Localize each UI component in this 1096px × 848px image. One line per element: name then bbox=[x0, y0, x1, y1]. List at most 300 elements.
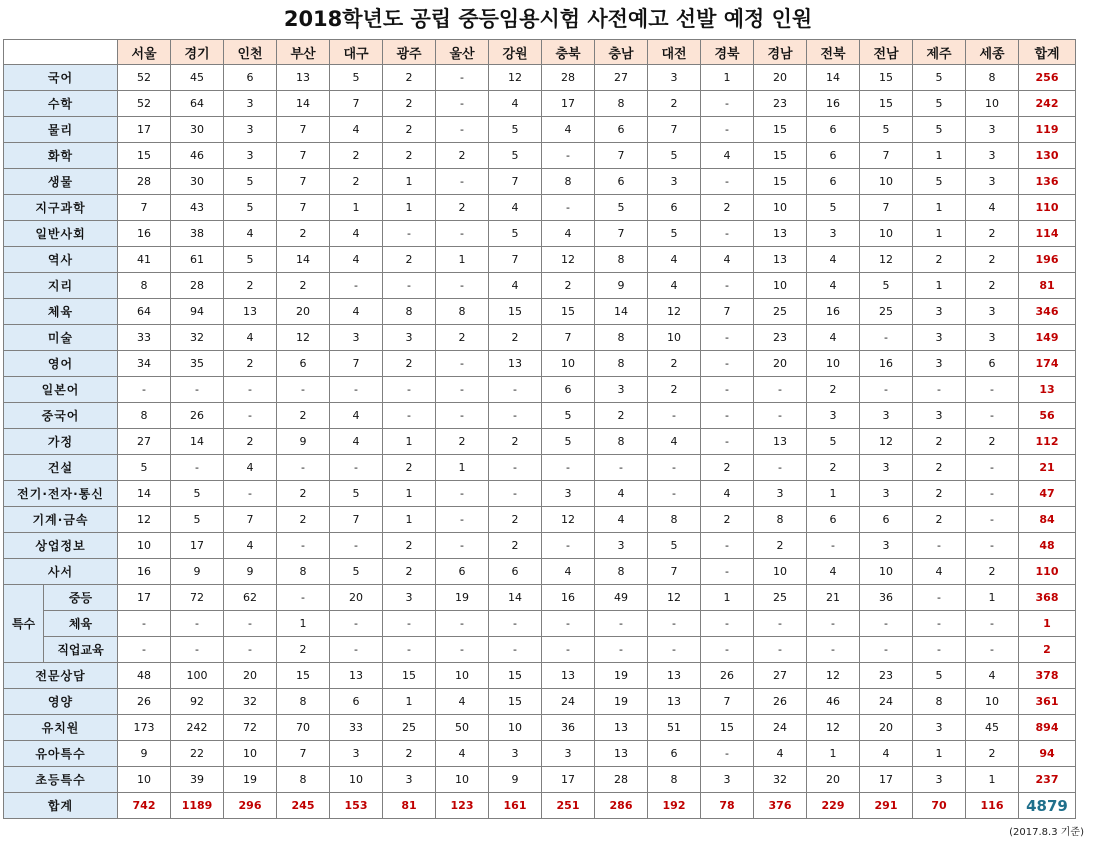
value-cell: 14 bbox=[489, 585, 542, 611]
value-cell: 28 bbox=[595, 767, 648, 793]
value-cell: 52 bbox=[118, 65, 171, 91]
value-cell: 26 bbox=[171, 403, 224, 429]
value-cell: 10 bbox=[436, 767, 489, 793]
value-cell: 48 bbox=[118, 663, 171, 689]
value-cell: - bbox=[701, 117, 754, 143]
value-cell: - bbox=[277, 377, 330, 403]
value-cell: 2 bbox=[966, 741, 1019, 767]
value-cell: 2 bbox=[966, 273, 1019, 299]
table-row bbox=[4, 221, 1076, 247]
value-cell: 13 bbox=[224, 299, 277, 325]
value-cell: - bbox=[807, 611, 860, 637]
value-cell: - bbox=[860, 377, 913, 403]
row-label: 직업교육 bbox=[44, 637, 118, 663]
value-cell: - bbox=[860, 637, 913, 663]
value-cell: 4 bbox=[966, 663, 1019, 689]
value-cell: 5 bbox=[807, 429, 860, 455]
value-cell: 2 bbox=[966, 559, 1019, 585]
value-cell: 3 bbox=[966, 117, 1019, 143]
value-cell: 20 bbox=[754, 65, 807, 91]
value-cell: - bbox=[224, 377, 277, 403]
value-cell: 24 bbox=[542, 689, 595, 715]
value-cell: 8 bbox=[595, 351, 648, 377]
value-cell: 4 bbox=[489, 273, 542, 299]
value-cell: 3 bbox=[913, 403, 966, 429]
value-cell: - bbox=[966, 377, 1019, 403]
value-cell: - bbox=[436, 481, 489, 507]
row-total-cell: 21 bbox=[1019, 455, 1076, 481]
footnote: (2017.8.3 기준) bbox=[1009, 827, 1084, 838]
row-label: 체육 bbox=[4, 299, 118, 325]
value-cell: 2 bbox=[224, 429, 277, 455]
row-label: 건설 bbox=[4, 455, 118, 481]
value-cell: 12 bbox=[648, 299, 701, 325]
value-cell: 13 bbox=[595, 741, 648, 767]
value-cell: - bbox=[383, 403, 436, 429]
value-cell: 7 bbox=[701, 299, 754, 325]
value-cell: 5 bbox=[542, 429, 595, 455]
value-cell: 26 bbox=[118, 689, 171, 715]
value-cell: 6 bbox=[542, 377, 595, 403]
row-label: 가정 bbox=[4, 429, 118, 455]
value-cell: - bbox=[701, 533, 754, 559]
value-cell: 1 bbox=[807, 481, 860, 507]
value-cell: 13 bbox=[648, 663, 701, 689]
value-cell: 16 bbox=[118, 559, 171, 585]
value-cell: 38 bbox=[171, 221, 224, 247]
value-cell: 7 bbox=[277, 741, 330, 767]
value-cell: 8 bbox=[648, 507, 701, 533]
value-cell: - bbox=[701, 273, 754, 299]
value-cell: - bbox=[595, 611, 648, 637]
value-cell: 1 bbox=[383, 169, 436, 195]
value-cell: - bbox=[701, 429, 754, 455]
row-label: 지구과학 bbox=[4, 195, 118, 221]
value-cell: 17 bbox=[542, 767, 595, 793]
value-cell: - bbox=[171, 637, 224, 663]
table-row bbox=[4, 91, 1076, 117]
table-row bbox=[4, 325, 1076, 351]
value-cell: 5 bbox=[595, 195, 648, 221]
value-cell: 6 bbox=[436, 559, 489, 585]
column-header: 부산 bbox=[277, 40, 330, 65]
value-cell: 173 bbox=[118, 715, 171, 741]
value-cell: 2 bbox=[224, 351, 277, 377]
value-cell: 13 bbox=[277, 65, 330, 91]
value-cell: 4 bbox=[436, 689, 489, 715]
row-label: 영양 bbox=[4, 689, 118, 715]
value-cell: 2 bbox=[966, 247, 1019, 273]
page-title: 2018학년도 공립 중등임용시험 사전예고 선발 예정 인원 bbox=[283, 7, 813, 31]
row-total-cell: 256 bbox=[1019, 65, 1076, 91]
value-cell: 27 bbox=[118, 429, 171, 455]
value-cell: 17 bbox=[118, 117, 171, 143]
value-cell: 2 bbox=[383, 143, 436, 169]
column-header: 대전 bbox=[648, 40, 701, 65]
row-total-cell: 112 bbox=[1019, 429, 1076, 455]
value-cell: 2 bbox=[913, 507, 966, 533]
value-cell: 14 bbox=[277, 91, 330, 117]
value-cell: 72 bbox=[171, 585, 224, 611]
value-cell: 15 bbox=[277, 663, 330, 689]
value-cell: 5 bbox=[913, 117, 966, 143]
value-cell: 3 bbox=[330, 741, 383, 767]
value-cell: 2 bbox=[436, 143, 489, 169]
value-cell: 1 bbox=[913, 741, 966, 767]
column-header: 강원 bbox=[489, 40, 542, 65]
value-cell: 15 bbox=[754, 117, 807, 143]
value-cell: 2 bbox=[224, 273, 277, 299]
table-row bbox=[4, 767, 1076, 793]
value-cell: 27 bbox=[754, 663, 807, 689]
value-cell: 25 bbox=[754, 299, 807, 325]
value-cell: 8 bbox=[754, 507, 807, 533]
value-cell: - bbox=[277, 533, 330, 559]
value-cell: 33 bbox=[118, 325, 171, 351]
value-cell: - bbox=[648, 611, 701, 637]
row-total-cell: 114 bbox=[1019, 221, 1076, 247]
value-cell: 62 bbox=[224, 585, 277, 611]
table-row bbox=[4, 143, 1076, 169]
value-cell: 2 bbox=[913, 481, 966, 507]
row-total-cell: 110 bbox=[1019, 195, 1076, 221]
value-cell: - bbox=[436, 351, 489, 377]
row-label: 중등 bbox=[44, 585, 118, 611]
value-cell: 4 bbox=[224, 221, 277, 247]
value-cell: 9 bbox=[171, 559, 224, 585]
value-cell: - bbox=[489, 481, 542, 507]
value-cell: 1 bbox=[913, 195, 966, 221]
value-cell: 28 bbox=[542, 65, 595, 91]
value-cell: 6 bbox=[807, 143, 860, 169]
value-cell: 2 bbox=[913, 429, 966, 455]
value-cell: 8 bbox=[595, 91, 648, 117]
value-cell: 2 bbox=[966, 429, 1019, 455]
value-cell: 2 bbox=[436, 429, 489, 455]
value-cell: 10 bbox=[118, 533, 171, 559]
value-cell: 13 bbox=[648, 689, 701, 715]
value-cell: 1 bbox=[383, 429, 436, 455]
value-cell: 7 bbox=[595, 221, 648, 247]
value-cell: 20 bbox=[277, 299, 330, 325]
value-cell: 8 bbox=[913, 689, 966, 715]
value-cell: 3 bbox=[595, 533, 648, 559]
value-cell: 6 bbox=[648, 741, 701, 767]
value-cell: - bbox=[436, 533, 489, 559]
column-total-cell: 296 bbox=[224, 793, 277, 819]
value-cell: 5 bbox=[330, 559, 383, 585]
value-cell: 4 bbox=[489, 91, 542, 117]
column-header: 전북 bbox=[807, 40, 860, 65]
value-cell: 8 bbox=[648, 767, 701, 793]
table-row bbox=[4, 455, 1076, 481]
value-cell: 23 bbox=[754, 325, 807, 351]
column-header: 제주 bbox=[913, 40, 966, 65]
value-cell: 7 bbox=[542, 325, 595, 351]
value-cell: 1 bbox=[383, 689, 436, 715]
value-cell: 10 bbox=[648, 325, 701, 351]
column-header: 충남 bbox=[595, 40, 648, 65]
value-cell: 10 bbox=[754, 273, 807, 299]
value-cell: 2 bbox=[754, 533, 807, 559]
value-cell: 10 bbox=[754, 559, 807, 585]
value-cell: 2 bbox=[701, 507, 754, 533]
value-cell: 4 bbox=[489, 195, 542, 221]
value-cell: 3 bbox=[913, 351, 966, 377]
value-cell: 3 bbox=[860, 481, 913, 507]
column-total-cell: 81 bbox=[383, 793, 436, 819]
value-cell: - bbox=[648, 403, 701, 429]
value-cell: 7 bbox=[118, 195, 171, 221]
value-cell: 64 bbox=[118, 299, 171, 325]
value-cell: 4 bbox=[648, 429, 701, 455]
value-cell: - bbox=[754, 377, 807, 403]
column-total-cell: 78 bbox=[701, 793, 754, 819]
value-cell: 3 bbox=[807, 221, 860, 247]
table-row bbox=[4, 403, 1076, 429]
value-cell: 20 bbox=[754, 351, 807, 377]
value-cell: 7 bbox=[330, 507, 383, 533]
value-cell: 3 bbox=[648, 65, 701, 91]
value-cell: 24 bbox=[754, 715, 807, 741]
row-total-cell: 81 bbox=[1019, 273, 1076, 299]
row-label: 전기·전자·통신 bbox=[4, 481, 118, 507]
column-header: 인천 bbox=[224, 40, 277, 65]
column-total-cell: 1189 bbox=[171, 793, 224, 819]
value-cell: 4 bbox=[648, 273, 701, 299]
value-cell: 12 bbox=[807, 715, 860, 741]
row-label: 유치원 bbox=[4, 715, 118, 741]
row-total-cell: 378 bbox=[1019, 663, 1076, 689]
row-label: 일반사회 bbox=[4, 221, 118, 247]
value-cell: 9 bbox=[277, 429, 330, 455]
value-cell: 1 bbox=[277, 611, 330, 637]
value-cell: - bbox=[913, 637, 966, 663]
value-cell: - bbox=[966, 611, 1019, 637]
recruitment-table bbox=[3, 39, 1076, 819]
value-cell: 15 bbox=[489, 299, 542, 325]
value-cell: - bbox=[701, 611, 754, 637]
value-cell: 4 bbox=[701, 481, 754, 507]
value-cell: 3 bbox=[966, 325, 1019, 351]
row-total-cell: 346 bbox=[1019, 299, 1076, 325]
value-cell: 45 bbox=[171, 65, 224, 91]
table-row bbox=[4, 429, 1076, 455]
value-cell: 8 bbox=[966, 65, 1019, 91]
value-cell: 3 bbox=[383, 585, 436, 611]
value-cell: - bbox=[224, 403, 277, 429]
value-cell: 12 bbox=[860, 247, 913, 273]
value-cell: 3 bbox=[754, 481, 807, 507]
table-row bbox=[4, 377, 1076, 403]
table-row bbox=[4, 559, 1076, 585]
value-cell: 4 bbox=[330, 221, 383, 247]
value-cell: 4 bbox=[807, 559, 860, 585]
value-cell: 2 bbox=[913, 247, 966, 273]
value-cell: 2 bbox=[277, 637, 330, 663]
value-cell: 22 bbox=[171, 741, 224, 767]
value-cell: 19 bbox=[595, 663, 648, 689]
value-cell: 3 bbox=[648, 169, 701, 195]
value-cell: 3 bbox=[224, 117, 277, 143]
value-cell: 2 bbox=[383, 351, 436, 377]
value-cell: 13 bbox=[754, 221, 807, 247]
value-cell: 2 bbox=[966, 221, 1019, 247]
value-cell: 35 bbox=[171, 351, 224, 377]
value-cell: 10 bbox=[807, 351, 860, 377]
value-cell: 242 bbox=[171, 715, 224, 741]
value-cell: 9 bbox=[595, 273, 648, 299]
row-label: 초등특수 bbox=[4, 767, 118, 793]
value-cell: 32 bbox=[171, 325, 224, 351]
row-total-cell: 149 bbox=[1019, 325, 1076, 351]
value-cell: 2 bbox=[383, 65, 436, 91]
value-cell: 9 bbox=[118, 741, 171, 767]
value-cell: - bbox=[436, 637, 489, 663]
value-cell: - bbox=[489, 377, 542, 403]
value-cell: 4 bbox=[330, 117, 383, 143]
value-cell: 13 bbox=[754, 247, 807, 273]
value-cell: 16 bbox=[860, 351, 913, 377]
value-cell: 28 bbox=[118, 169, 171, 195]
value-cell: - bbox=[648, 637, 701, 663]
row-label: 상업정보 bbox=[4, 533, 118, 559]
value-cell: 13 bbox=[595, 715, 648, 741]
value-cell: - bbox=[224, 611, 277, 637]
value-cell: - bbox=[118, 377, 171, 403]
value-cell: 3 bbox=[913, 299, 966, 325]
value-cell: 4 bbox=[913, 559, 966, 585]
value-cell: 25 bbox=[754, 585, 807, 611]
value-cell: 3 bbox=[860, 455, 913, 481]
row-label: 미술 bbox=[4, 325, 118, 351]
value-cell: - bbox=[648, 455, 701, 481]
value-cell: 2 bbox=[648, 91, 701, 117]
value-cell: 30 bbox=[171, 117, 224, 143]
value-cell: 2 bbox=[436, 325, 489, 351]
value-cell: 5 bbox=[913, 65, 966, 91]
value-cell: 43 bbox=[171, 195, 224, 221]
column-header: 광주 bbox=[383, 40, 436, 65]
row-label: 수학 bbox=[4, 91, 118, 117]
value-cell: - bbox=[701, 351, 754, 377]
value-cell: 5 bbox=[489, 221, 542, 247]
value-cell: 4 bbox=[807, 273, 860, 299]
row-total-cell: 13 bbox=[1019, 377, 1076, 403]
row-total-cell: 94 bbox=[1019, 741, 1076, 767]
value-cell: 94 bbox=[171, 299, 224, 325]
value-cell: 2 bbox=[277, 403, 330, 429]
value-cell: 6 bbox=[807, 507, 860, 533]
column-total-cell: 123 bbox=[436, 793, 489, 819]
value-cell: 25 bbox=[860, 299, 913, 325]
value-cell: - bbox=[436, 507, 489, 533]
value-cell: 39 bbox=[171, 767, 224, 793]
value-cell: 4 bbox=[595, 507, 648, 533]
row-label: 물리 bbox=[4, 117, 118, 143]
value-cell: 3 bbox=[966, 169, 1019, 195]
value-cell: 16 bbox=[807, 299, 860, 325]
value-cell: 2 bbox=[436, 195, 489, 221]
column-header: 경북 bbox=[701, 40, 754, 65]
value-cell: 3 bbox=[542, 481, 595, 507]
value-cell: - bbox=[436, 611, 489, 637]
value-cell: 2 bbox=[383, 741, 436, 767]
value-cell: 4 bbox=[224, 455, 277, 481]
value-cell: 13 bbox=[489, 351, 542, 377]
corner-cell bbox=[4, 40, 118, 65]
value-cell: - bbox=[277, 455, 330, 481]
value-cell: - bbox=[701, 325, 754, 351]
value-cell: 7 bbox=[648, 117, 701, 143]
value-cell: 3 bbox=[595, 377, 648, 403]
column-header: 전남 bbox=[860, 40, 913, 65]
row-total-cell: 110 bbox=[1019, 559, 1076, 585]
value-cell: 8 bbox=[595, 429, 648, 455]
value-cell: 8 bbox=[118, 273, 171, 299]
value-cell: 2 bbox=[701, 455, 754, 481]
value-cell: 92 bbox=[171, 689, 224, 715]
table-row bbox=[4, 351, 1076, 377]
value-cell: 36 bbox=[542, 715, 595, 741]
value-cell: 28 bbox=[171, 273, 224, 299]
value-cell: 19 bbox=[224, 767, 277, 793]
value-cell: - bbox=[330, 377, 383, 403]
value-cell: 5 bbox=[489, 143, 542, 169]
column-header: 충북 bbox=[542, 40, 595, 65]
value-cell: 5 bbox=[224, 247, 277, 273]
table-row bbox=[4, 299, 1076, 325]
value-cell: 1 bbox=[966, 585, 1019, 611]
value-cell: - bbox=[595, 455, 648, 481]
value-cell: 3 bbox=[860, 403, 913, 429]
value-cell: - bbox=[701, 403, 754, 429]
value-cell: - bbox=[489, 455, 542, 481]
value-cell: - bbox=[807, 533, 860, 559]
value-cell: - bbox=[489, 611, 542, 637]
value-cell: 4 bbox=[701, 247, 754, 273]
value-cell: 33 bbox=[330, 715, 383, 741]
value-cell: - bbox=[860, 611, 913, 637]
value-cell: 72 bbox=[224, 715, 277, 741]
value-cell: - bbox=[330, 533, 383, 559]
value-cell: 8 bbox=[595, 325, 648, 351]
value-cell: 4 bbox=[436, 741, 489, 767]
value-cell: 13 bbox=[754, 429, 807, 455]
column-total-cell: 251 bbox=[542, 793, 595, 819]
value-cell: 15 bbox=[860, 91, 913, 117]
value-cell: 1 bbox=[436, 247, 489, 273]
value-cell: 3 bbox=[701, 767, 754, 793]
value-cell: - bbox=[701, 559, 754, 585]
value-cell: 4 bbox=[701, 143, 754, 169]
value-cell: 8 bbox=[383, 299, 436, 325]
value-cell: 10 bbox=[966, 91, 1019, 117]
value-cell: 6 bbox=[595, 169, 648, 195]
row-total-cell: 136 bbox=[1019, 169, 1076, 195]
value-cell: 2 bbox=[383, 91, 436, 117]
row-label: 사서 bbox=[4, 559, 118, 585]
table-row bbox=[4, 533, 1076, 559]
column-header: 대구 bbox=[330, 40, 383, 65]
value-cell: - bbox=[966, 481, 1019, 507]
value-cell: - bbox=[701, 637, 754, 663]
value-cell: 15 bbox=[542, 299, 595, 325]
value-cell: - bbox=[489, 637, 542, 663]
value-cell: - bbox=[436, 403, 489, 429]
value-cell: - bbox=[701, 169, 754, 195]
value-cell: 15 bbox=[489, 663, 542, 689]
